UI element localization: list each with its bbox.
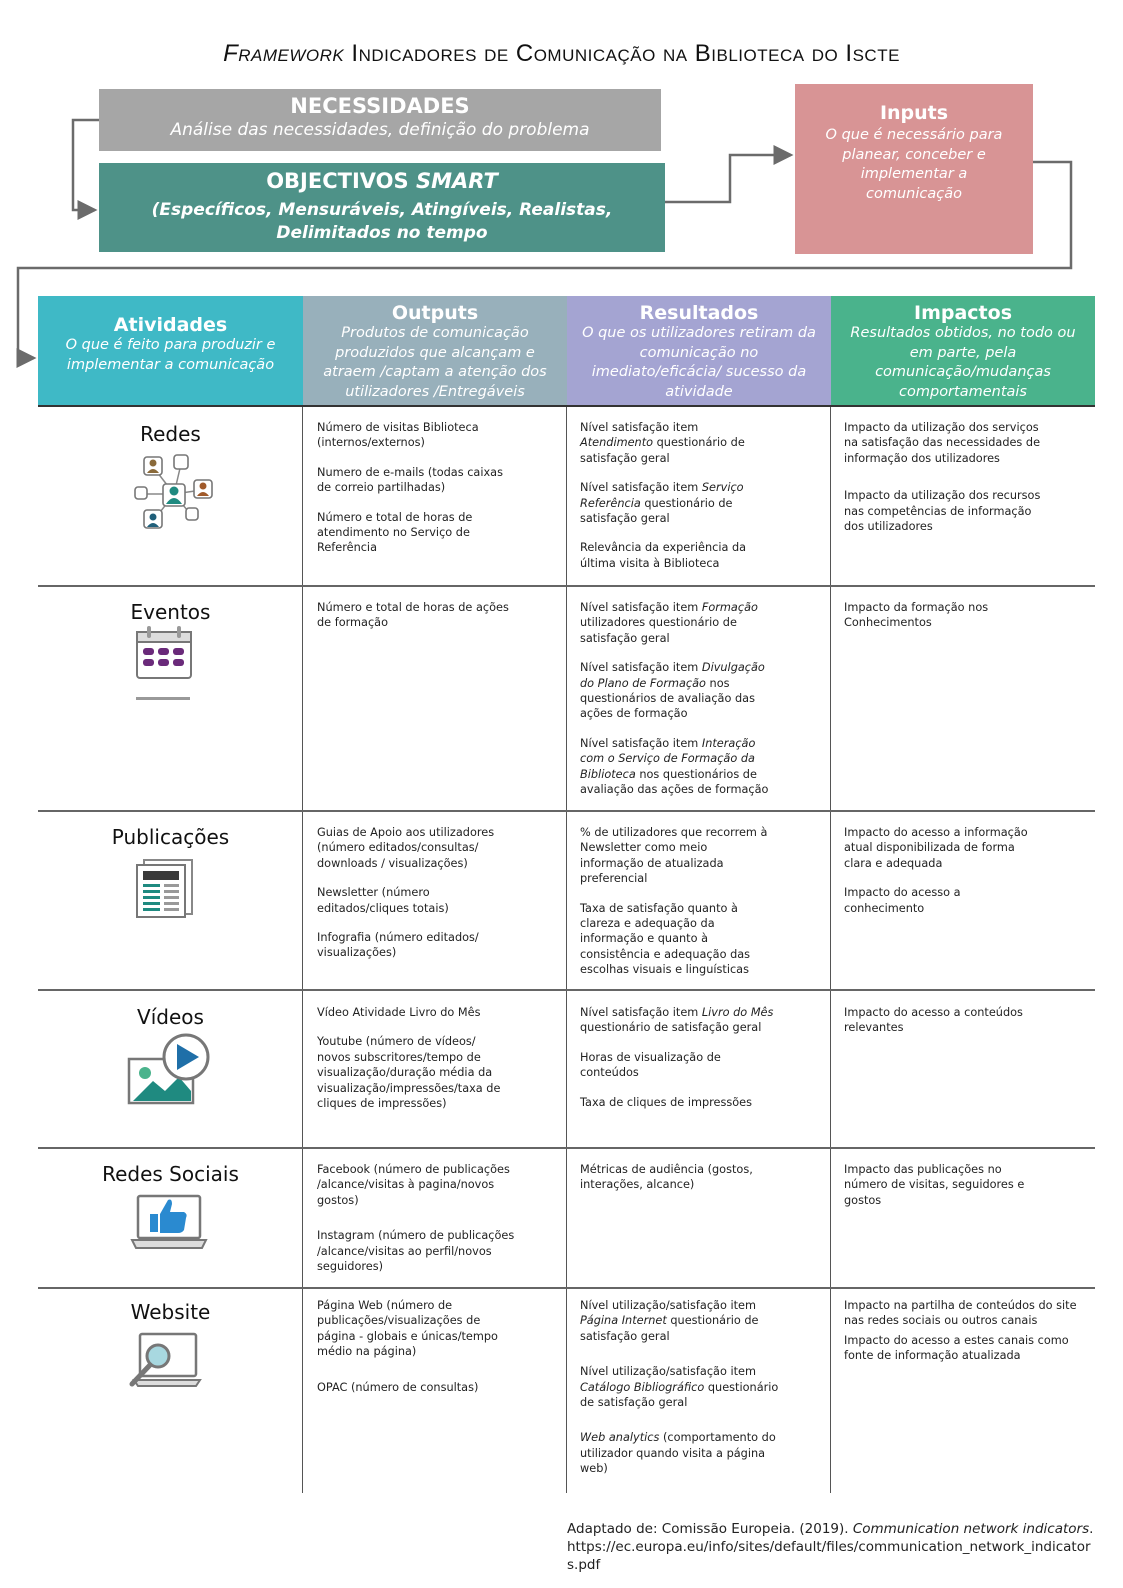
website-impactos xyxy=(844,1298,1084,1378)
row-label-website: Website xyxy=(130,1300,211,1324)
connector-obj-inputs xyxy=(665,155,791,202)
redes-impactos xyxy=(844,420,1049,548)
grid-vline-2 xyxy=(566,406,567,1493)
redes-sociais-output-2: Instagram (número de publicações /alcance/visitas ao perfil/novos seguidores) xyxy=(317,1229,515,1274)
website-resultados xyxy=(580,1298,780,1491)
redes-resultado-1 xyxy=(580,420,770,466)
calendar-icon xyxy=(134,624,194,702)
row-label-videos: Vídeos xyxy=(137,1005,204,1029)
redes-resultado-2 xyxy=(580,480,770,526)
redes-impacto-2: Impacto da utilização dos recursos nas competências de informação dos utilizadores xyxy=(844,489,1041,534)
objectivos-title-b: SMART xyxy=(415,169,498,193)
header-impactos xyxy=(831,296,1095,406)
videos-impacto-1: Impacto do acesso a conteúdos relevantes xyxy=(844,1006,1023,1035)
publicacoes-output-1: Guias de Apoio aos utilizadores (número editados/consultas/ downloads / visualizações) xyxy=(317,826,495,870)
website-res-1c: questionário de satisfação geral xyxy=(580,1314,759,1343)
eventos-resultado-3 xyxy=(580,736,770,798)
redes-res-1b: Atendimento xyxy=(580,436,654,450)
header-impactos-subtitle: Resultados obtidos, no todo ou em parte, pela comunicação/mudanças comportamentais xyxy=(850,325,1076,400)
header-resultados-subtitle: O que os utilizadores retiram da comunicação no imediato/eficácia/ sucesso da atividade xyxy=(582,325,816,400)
header-atividades xyxy=(38,296,303,406)
title-italic: Framework xyxy=(223,40,345,67)
row-label-redes: Redes xyxy=(140,422,201,446)
grid-hline-4 xyxy=(38,1147,1095,1149)
publicacoes-output-2: Newsletter (número editados/cliques totais) xyxy=(317,886,449,915)
title-rest: Indicadores de Comunicação na Biblioteca do Iscte xyxy=(344,40,900,67)
publicacoes-resultado-2: Taxa de satisfação quanto à clareza e adequação da informação e quanto à consistência e adequação das escolhas visuais e linguísticas xyxy=(580,901,751,977)
redes-sociais-impactos xyxy=(844,1162,1034,1222)
website-resultado-2 xyxy=(580,1364,780,1410)
redes-resultado-3: Relevância da experiência da última visita à Biblioteca xyxy=(580,541,747,570)
redes-output-1: Número de visitas Biblioteca (internos/externos) xyxy=(317,421,479,450)
eventos-res-3a: Nível satisfação item xyxy=(580,736,702,750)
necessidades-title: NECESSIDADES xyxy=(290,94,470,118)
header-outputs-title: Outputs xyxy=(391,302,479,324)
row-label-eventos: Eventos xyxy=(130,600,211,624)
website-impacto-2: Impacto do acesso a estes canais como fonte de informação atualizada xyxy=(844,1333,1069,1363)
redes-res-1c: questionário de satisfação geral xyxy=(580,436,745,465)
redes-sociais-resultados xyxy=(580,1162,760,1207)
grid-hline-5 xyxy=(38,1287,1095,1289)
redes-output-2: Numero de e-mails (todas caixas de correio partilhadas) xyxy=(317,465,503,495)
publicacoes-impacto-2: Impacto do acesso a conhecimento xyxy=(844,886,961,915)
network-icon xyxy=(132,452,216,532)
publicacoes-impacto-1: Impacto do acesso a informação atual disponibilizada de forma clara e adequada xyxy=(844,826,1028,870)
video-icon xyxy=(127,1031,213,1107)
header-resultados xyxy=(567,296,831,406)
website-resultado-1 xyxy=(580,1298,780,1344)
eventos-res-1a: Nível satisfação item xyxy=(580,601,702,614)
magnifier-screen-icon xyxy=(126,1332,202,1394)
eventos-outputs xyxy=(317,600,512,645)
website-impacto-1: Impacto na partilha de conteúdos do site nas redes sociais ou outros canais xyxy=(844,1299,1077,1328)
objectivos-title-a: OBJECTIVOS xyxy=(266,169,416,193)
videos-output-1: Vídeo Atividade Livro do Mês xyxy=(317,1006,481,1019)
grid-hline-2 xyxy=(38,810,1095,812)
redes-output-3: Número e total de horas de atendimento no Serviço de Referência xyxy=(317,510,473,555)
necessidades-subtitle: Análise das necessidades, definição do problema xyxy=(170,120,590,140)
eventos-res-2b: Divulgação do Plano de Formação xyxy=(580,661,765,690)
header-atividades-title: Atividades xyxy=(113,314,228,336)
redes-sociais-resultado-1: Métricas de audiência (gostos, interações, alcance) xyxy=(580,1163,753,1192)
publicacoes-output-3: Infografia (número editados/ visualizações) xyxy=(317,931,479,960)
header-resultados-title: Resultados xyxy=(639,302,759,324)
redes-sociais-impacto-1: Impacto das publicações no número de visitas, seguidores e gostos xyxy=(844,1163,1025,1207)
videos-res-1b: Livro do Mês xyxy=(701,1006,774,1019)
publicacoes-impactos xyxy=(844,825,1029,930)
header-outputs-subtitle: Produtos de comunicação produzidos que alcançam e atraem /captam a atenção dos utilizadores /Entregáveis xyxy=(323,325,547,400)
publicacoes-outputs xyxy=(317,825,507,975)
grid-hline-header xyxy=(38,405,1095,407)
website-res-2a: Nível utilização/satisfação item xyxy=(580,1365,756,1379)
eventos-res-1b: Formação xyxy=(701,601,758,614)
citation-title: Communication network indicators xyxy=(852,1521,1090,1537)
website-res-2b: Catálogo Bibliográfico xyxy=(580,1380,705,1394)
redes-res-2a: Nível satisfação item xyxy=(580,481,702,495)
inputs-title: Inputs xyxy=(879,102,949,124)
row-label-publicacoes: Publicações xyxy=(111,825,230,849)
inputs-subtitle: O que é necessário para planear, conceber e implementar a comunicação xyxy=(825,127,1003,202)
redes-resultados xyxy=(580,420,770,585)
redes-sociais-output-1: Facebook (número de publicações /alcance/visitas à pagina/novos gostos) xyxy=(317,1163,510,1207)
grid-vline-1 xyxy=(302,406,303,1493)
website-resultado-3 xyxy=(580,1430,780,1476)
redes-res-2c: questionário de satisfação geral xyxy=(580,496,733,526)
inputs-box xyxy=(795,84,1033,254)
eventos-output-1: Número e total de horas de ações de formação xyxy=(317,601,509,630)
videos-output-2: Youtube (número de vídeos/ novos subscritores/tempo de visualização/duração média da visualização/impressões/taxa de cliques de impressões) xyxy=(317,1035,501,1111)
videos-res-1a: Nível satisfação item xyxy=(580,1006,702,1019)
website-res-1b: Página Internet xyxy=(580,1314,667,1328)
website-res-3c: (comportamento do utilizador quando visita a página web) xyxy=(580,1431,776,1476)
redes-res-2b: Serviço Referência xyxy=(580,481,744,510)
publicacoes-resultados xyxy=(580,825,770,992)
eventos-resultado-1 xyxy=(580,600,770,646)
connector-nec-obj xyxy=(73,120,99,210)
publicacoes-resultado-1: % de utilizadores que recorrem à Newsletter como meio informação de atualizada preferencial xyxy=(580,826,768,886)
grid-hline-3 xyxy=(38,989,1095,991)
website-outputs xyxy=(317,1298,507,1409)
eventos-res-3b: Interação com o Serviço de Formação da Biblioteca xyxy=(580,736,756,781)
newspaper-icon xyxy=(134,858,196,918)
eventos-res-3c: nos questionários de avaliação das ações de formação xyxy=(580,767,769,797)
header-outputs xyxy=(303,296,567,406)
eventos-impactos xyxy=(844,600,1024,645)
objectivos-box xyxy=(99,163,665,252)
redes-impacto-1: Impacto da utilização dos serviços na satisfação das necessidades de informação dos utilizadores xyxy=(844,421,1041,465)
eventos-impacto-1: Impacto da formação nos Conhecimentos xyxy=(844,601,989,630)
eventos-resultados xyxy=(580,600,770,811)
grid-hline-1 xyxy=(38,585,1095,587)
website-res-1a: Nível utilização/satisfação item xyxy=(580,1299,756,1312)
objectivos-title xyxy=(99,169,665,193)
header-atividades-subtitle: O que é feito para produzir e implementar a comunicação xyxy=(65,337,276,373)
redes-res-1a: Nível satisfação item xyxy=(580,421,699,434)
website-res-2c: questionário de satisfação geral xyxy=(580,1380,779,1410)
objectivos-subtitle: (Específicos, Mensuráveis, Atingíveis, Realistas, Delimitados no tempo xyxy=(151,200,613,243)
videos-impactos xyxy=(844,1005,1039,1050)
citation-url: . https://ec.europa.eu/info/sites/default/files/communication_network_indicators.pdf xyxy=(567,1521,1094,1573)
videos-res-1c: questionário de satisfação geral xyxy=(580,1021,762,1035)
eventos-res-2a: Nível satisfação item xyxy=(580,661,702,675)
citation-prefix: Adaptado de: Comissão Europeia. (2019). xyxy=(567,1521,853,1537)
eventos-resultado-2 xyxy=(580,660,770,722)
necessidades-box xyxy=(99,89,661,151)
videos-resultado-3: Taxa de cliques de impressões xyxy=(580,1095,753,1109)
website-res-3b: Web analytics xyxy=(580,1431,660,1445)
website-output-2: OPAC (número de consultas) xyxy=(317,1380,479,1394)
thumbs-up-laptop-icon xyxy=(130,1192,208,1252)
eventos-res-2c: nos questionários de avaliação das ações de formação xyxy=(580,676,755,721)
header-impactos-title: Impactos xyxy=(914,302,1012,324)
videos-resultados xyxy=(580,1005,775,1124)
videos-outputs xyxy=(317,1005,507,1125)
grid-vline-3 xyxy=(830,406,831,1493)
videos-resultado-1 xyxy=(580,1005,775,1036)
redes-outputs xyxy=(317,420,507,570)
source-citation xyxy=(567,1520,1097,1574)
videos-resultado-2: Horas de visualização de conteúdos xyxy=(580,1050,721,1080)
website-output-1: Página Web (número de publicações/visualizações de página - globais e únicas/tempo médio na página) xyxy=(317,1299,498,1359)
redes-sociais-outputs xyxy=(317,1162,517,1288)
eventos-res-1c: utilizadores questionário de satisfação geral xyxy=(580,616,737,645)
row-label-redes-sociais: Redes Sociais xyxy=(102,1162,239,1186)
